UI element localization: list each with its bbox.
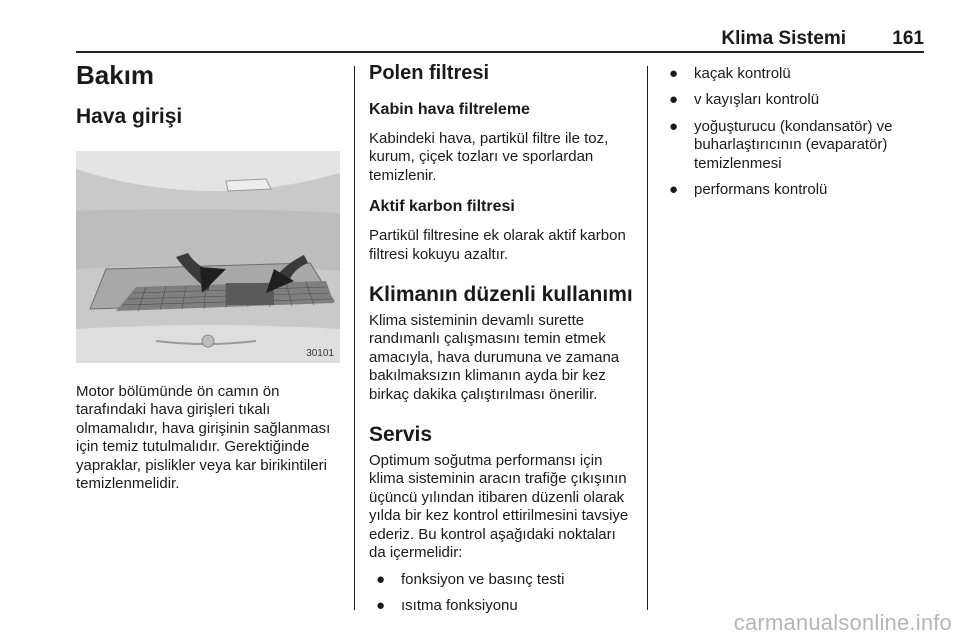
paragraph-servis: Optimum soğutma performansı için klima sisteminin aracın trafiğe çıkışının üçüncü yılından itibaren düzenli olarak yılda bir kez kontrol ettirilmesini tavsiye ederiz. Bu kontrol aşağıdaki noktaları da içermelidir: (369, 452, 629, 562)
watermark: carmanualsonline.info (733, 610, 952, 635)
paragraph-hava-girisi: Motor bölümünde ön camın ön tarafındaki hava girişleri tıkalı olmamalıdır, hava girişinin sağlanması için temiz tutulmalıdır. Gerektiğinde yapraklar, pislikler veya kar birikintileri temizlenmelidir. (76, 383, 331, 493)
list-item: ● v kayışları kontrolü (669, 91, 820, 109)
heading-polen-filtresi: Polen filtresi (369, 62, 490, 84)
column-2 (369, 60, 635, 623)
list-item: ● kaçak kontrolü (669, 65, 791, 82)
servis-bullet-list (369, 571, 635, 616)
paragraph-klima-kullanimi: Klima sisteminin devamlı surette randımanlı çalışmasını temin etmek amacıyla, hava durumuna ve zamana bakılmaksızın klimanın ayda bir kez birkaç dakika çalıştırılması önerilir. (369, 312, 620, 403)
header-rule (76, 51, 924, 53)
bullet-icon: ● (669, 65, 679, 82)
page-number: 161 (892, 28, 924, 49)
paragraph-aktif-karbon: Partikül filtresine ek olarak aktif karbon filtresi kokuyu azaltır. (369, 227, 626, 263)
column-divider-1 (354, 66, 355, 610)
column-divider-2 (647, 66, 648, 610)
heading-kabin-hava: Kabin hava filtreleme (369, 101, 530, 118)
page-header (76, 24, 924, 48)
list-item: ● yoğuşturucu (kondansatör) ve buharlaştırıcının (evaparatör) temizlenmesi (669, 117, 893, 172)
heading-servis: Servis (369, 423, 433, 447)
bullet-icon: ● (669, 181, 679, 199)
heading-bakim: Bakım (76, 60, 155, 90)
bullet-icon: ● (376, 570, 386, 588)
list-item: ● ısıtma fonksiyonu (376, 596, 518, 614)
column-1 (76, 60, 342, 493)
list-item: ● fonksiyon ve basınç testi (376, 570, 565, 588)
bullet-icon: ● (376, 596, 386, 614)
bullet-icon: ● (669, 91, 679, 109)
heading-aktif-karbon: Aktif karbon filtresi (369, 198, 515, 216)
heading-klima-kullanimi: Klimanın düzenli kullanımı (369, 283, 633, 307)
bullet-icon: ● (669, 117, 679, 135)
list-item: ● performans kontrolü (669, 181, 828, 199)
paragraph-kabin-hava: Kabindeki hava, partikül filtre ile toz, kurum, çiçek tozları ve sporlardan temizlenir. (369, 130, 609, 184)
section-title: Klima Sistemi (721, 28, 846, 49)
figure-number: 30101 (306, 348, 334, 359)
heading-hava-girisi: Hava girişi (76, 105, 183, 128)
air-intake-drawing (76, 151, 340, 363)
column-3 (662, 60, 924, 207)
kontrol-bullet-list (662, 65, 924, 199)
air-intake-illustration (76, 151, 340, 363)
